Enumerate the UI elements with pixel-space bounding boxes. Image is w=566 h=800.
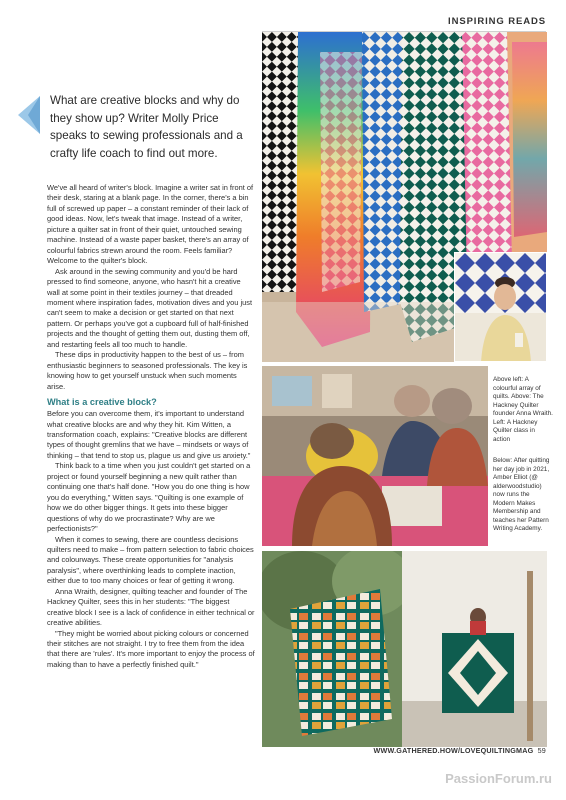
founder-portrait-photo [454,252,547,362]
caption-below: Below: After quitting her day job in 2021, Amber Elliot (@ alderwoodstudio) now runs the Modern Makes Membership and teaches her Pattern Writing Academy. [493,457,550,532]
footer-url[interactable]: WWW.GATHERED.HOW/LOVEQUILTINGMAG [373,746,534,755]
body-paragraph: Ask around in the sewing community and you'd be hard pressed to find someone, anyone, who hasn't hit a creative wall at some point in their textiles journey – that dreaded moment where inspiration fades, motivation dives and you just can't seem to make a decision or get started on that next pattern. Or perhaps you've got a cupboard full of half-finished projects and the thought of getting them out, dusting them off, and restarting feels all too much to handle. [47,266,253,349]
section-label: INSPIRING READS [448,16,546,27]
body-paragraph: When it comes to sewing, there are countless decisions quilters need to make – from pattern selection to fabric choices and colourways. These create opportunities for "analysis paralysis", where overthinking leads to complete inaction, either due to too many choices or fear of getting it wrong. [47,534,254,586]
class-photo [262,366,488,546]
body-paragraph: We've all heard of writer's block. Imagine a writer sat in front of their desk, staring at a blank page. In the corner, there's a bin full of screwed up paper – a constant reminder of their lack of good ideas. Now, let's tweak that image. Instead of a writer, picture a quilter sat in front of their quiet, untouched sewing machine. Instead of a waste paper basket, there's an array of colourful fabrics strewn around the room. Feels familiar? Welcome to the quilter's block. [47,183,254,266]
article-body [47,183,255,670]
body-paragraph: Anna Wraith, designer, quilting teacher and founder of The Hackney Quilter, sees this in her students: "The biggest creative block I see is a lack of confidence in either technical or creative abilities. [47,586,255,628]
standfirst: What are creative blocks and why do they show up? Writer Molly Price speaks to sewing professionals and a crafty life coach to find out more. [50,94,243,160]
watermark: PassionForum.ru [445,771,552,786]
subheading: What is a creative block? [47,397,157,408]
body-paragraph: "They might be worried about picking colours or concerned their stitches are not straight. I try to free them from the idea that there are 'rules'. It's more important to enjoy the process of making than to have a perfectly finished quilt." [47,628,255,669]
footer [374,746,546,755]
arrow-icon [18,96,40,134]
amber-elliot-photo [262,551,547,747]
body-paragraph: These dips in productivity happen to the best of us – from enthusiastic beginners to seasoned professionals. The key is knowing how to get yourself unstuck when such moments arise. [47,350,248,391]
page-number: 59 [537,746,546,755]
body-paragraph: Think back to a time when you just couldn't get started on a project or found yourself beginning a new quilt rather than continuing one that's half done. "How you do one thing is how you do everything," Witten says. "Quilting is one example of how we do other bigger things. It gets into these bigger questions of why do we procrastinate? Why are we perfectionists?" [47,461,251,534]
caption-above: Above left: A colourful array of quilts. Above: The Hackney Quilter founder Anna Wraith. Left: A Hackney Quilter class in action [493,376,553,443]
body-paragraph: Before you can overcome them, it's important to understand what creative blocks are and why they hit. Kim Witten, a transformation coach, explains: "Creative blocks are different types of thought gremlins that we have – mindsets or ways of thinking – that tend to stop us, plague us and give us anxiety." [47,409,251,460]
